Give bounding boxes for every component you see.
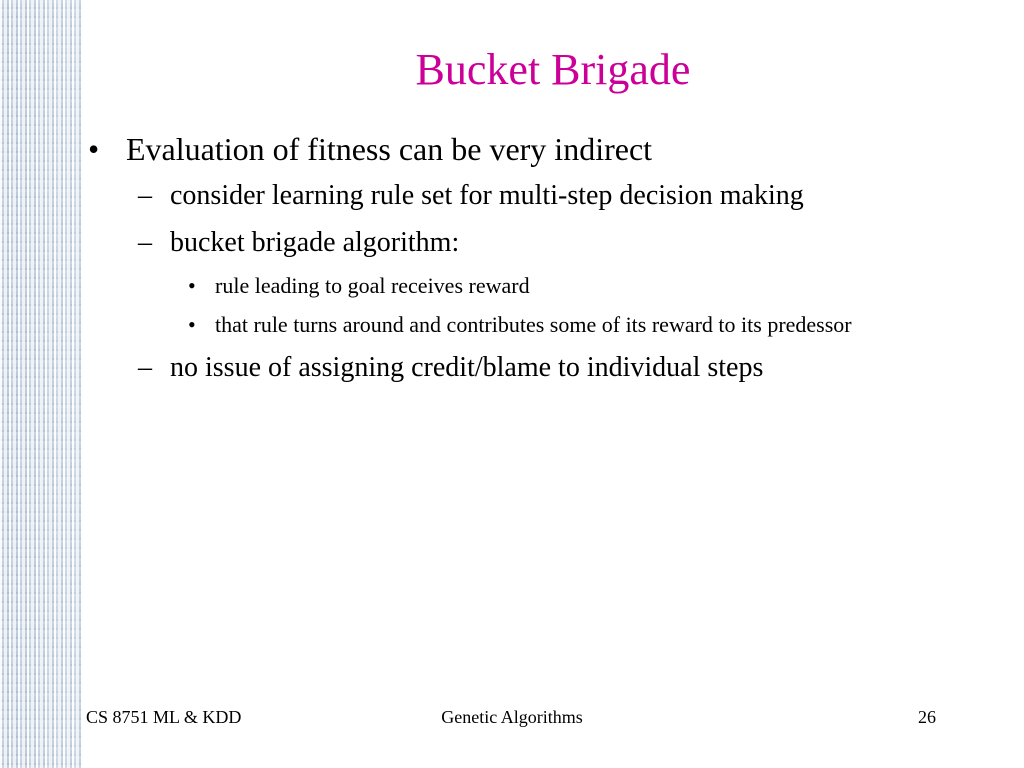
sub-sub-bullet-text: rule leading to goal receives reward	[215, 273, 530, 299]
sub-sub-bullet-text: that rule turns around and contributes some of its reward to its predessor	[215, 311, 852, 337]
sub-sub-bullet	[88, 311, 925, 340]
footer-topic: Genetic Algorithms	[441, 707, 583, 727]
bullet-marker-icon: •	[88, 131, 100, 167]
footer-page-number: 26	[918, 707, 936, 727]
dash-marker-icon: –	[138, 227, 152, 259]
sub-bullet-text: no issue of assigning credit/blame to individual steps	[170, 351, 764, 383]
bullet-level1	[88, 130, 968, 168]
sub-bullet-text: bucket brigade algorithm:	[170, 227, 460, 259]
decorative-texture-band	[0, 0, 82, 768]
sub-bullet	[88, 178, 870, 213]
bullet-marker-icon: •	[188, 311, 196, 337]
slide-content	[88, 130, 968, 397]
footer-course: CS 8751 ML & KDD	[86, 707, 242, 727]
sub-bullet	[88, 225, 870, 260]
bullet-marker-icon: •	[188, 273, 196, 299]
dash-marker-icon: –	[138, 180, 152, 212]
slide-title: Bucket Brigade	[415, 45, 691, 94]
sub-bullet-text: consider learning rule set for multi-step decision making	[170, 180, 804, 212]
dash-marker-icon: –	[138, 351, 152, 383]
sub-sub-bullet	[88, 272, 925, 301]
sub-bullet	[88, 350, 970, 385]
bullet-text: Evaluation of fitness can be very indirect	[126, 131, 653, 167]
